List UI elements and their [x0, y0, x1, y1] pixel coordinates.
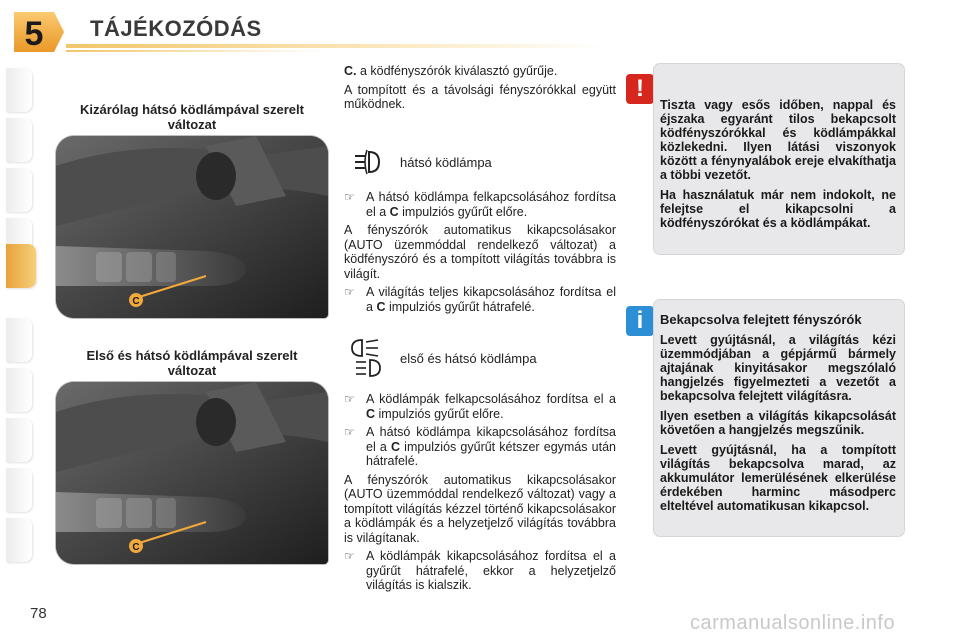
front-rear-fog-instructions: [344, 392, 616, 593]
warning-icon: !: [626, 74, 654, 104]
page-title: TÁJÉKOZÓDÁS: [90, 16, 262, 41]
info-paragraph: Ilyen esetben a világítás kikapcsolását követően a hangjelzés megszűnik.: [660, 409, 896, 437]
instruction-item: ☞ A világítás teljes kikapcsolásához fordítsa el a C impulziós gyűrűt hátrafelé.: [344, 285, 616, 314]
front-rear-fog-icon-row: [344, 338, 537, 378]
chapter-tab-active[interactable]: [6, 244, 36, 288]
chapter-tab[interactable]: [6, 68, 32, 112]
intro-label: C.: [344, 64, 357, 78]
chapter-tab[interactable]: [6, 518, 32, 562]
pointer-icon: ☞: [344, 392, 355, 406]
warning-box: [654, 64, 904, 254]
watermark: carmanualsonline.info: [690, 612, 896, 634]
rear-fog-icon-row: [344, 142, 492, 182]
header-divider: [66, 44, 606, 48]
info-icon: i: [626, 306, 654, 336]
chapter-number: 5: [24, 15, 44, 53]
chapter-badge: [10, 8, 66, 56]
photo-rear-fog-stalk: [56, 136, 328, 318]
instruction-item: ☞ A hátsó ködlámpa felkapcsolásához fordítsa el a C impulziós gyűrűt előre.: [344, 190, 616, 219]
intro-line: [344, 64, 616, 79]
pointer-icon: ☞: [344, 190, 355, 204]
caption-rear-fog-version: Kizárólag hátsó ködlámpával szerelt változat: [80, 102, 304, 132]
warning-paragraph: Ha használatuk már nem indokolt, ne felejtse el kikapcsolni a ködfényszórókat és a ködlámpákat.: [660, 188, 896, 230]
warning-paragraph: Tiszta vagy esős időben, nappal és éjszaka egyaránt tilos bekapcsolt ködfényszórókkal és ködlámpákkal közlekedni. Ilyen látási viszonyok között a fénynyalábok ereje elvakíthatja a többi vezetőt.: [660, 98, 896, 182]
pointer-icon: ☞: [344, 285, 355, 299]
front-rear-fog-lamp-icon: [344, 338, 392, 378]
caption-front-rear-fog-version: Első és hátsó ködlámpával szerelt változat: [86, 348, 298, 378]
chapter-tab[interactable]: [6, 318, 32, 362]
page-header: [0, 0, 960, 62]
marker-c: C: [132, 296, 140, 307]
chapter-tab-strip: [0, 62, 44, 582]
front-rear-fog-label: első és hátsó ködlámpa: [400, 350, 537, 366]
chapter-tab[interactable]: [6, 168, 32, 212]
rear-fog-auto-paragraph: A fényszórók automatikus kikapcsolásakor (AUTO üzemmóddal rendelkező változat) a ködfényszóró és a tompított világítás továbbra is világít.: [344, 223, 616, 281]
instruction-item: ☞ A ködlámpák felkapcsolásához fordítsa el a C impulziós gyűrűt előre.: [344, 392, 616, 421]
intro-text: a ködfényszórók kiválasztó gyűrűje.: [356, 64, 558, 78]
pointer-icon: ☞: [344, 425, 355, 439]
rear-fog-instructions: [344, 190, 616, 314]
info-box: [654, 300, 904, 536]
chapter-tab[interactable]: [6, 118, 32, 162]
rear-fog-lamp-icon: [344, 142, 392, 182]
page-number: 78: [30, 605, 47, 622]
rear-fog-label: hátsó ködlámpa: [400, 154, 492, 170]
instruction-item: ☞ A ködlámpák kikapcsolásához fordítsa el a gyűrűt hátrafelé, ekkor a helyzetjelző világítás is kialszik.: [344, 549, 616, 592]
photo-front-rear-fog-stalk: [56, 382, 328, 564]
info-title: Bekapcsolva felejtett fényszórók: [660, 312, 862, 327]
header-divider-secondary: [66, 50, 326, 52]
info-paragraph: Levett gyújtásnál, a világítás kézi üzemmódjában a gépjármű bármely ajtajának kinyitásakor megszólaló hangjelzés figyelmezteti a vezetőt a bekapcsolva felejtett világításra.: [660, 333, 896, 403]
instruction-item: ☞ A hátsó ködlámpa kikapcsolásához fordítsa el a C impulziós gyűrűt kétszer egymás után hátrafelé.: [344, 425, 616, 468]
chapter-tab[interactable]: [6, 468, 32, 512]
intro-block: [344, 64, 616, 116]
intro-paragraph: A tompított és a távolsági fényszórókkal együtt működnek.: [344, 82, 616, 111]
info-paragraph: Levett gyújtásnál, ha a tompított világítás bekapcsolva marad, az akkumulátor lemerülésének elkerülése érdekében harminc másodperc elteltével automatikusan kikapcsol.: [660, 443, 896, 513]
pointer-icon: ☞: [344, 549, 355, 563]
chapter-tab[interactable]: [6, 368, 32, 412]
front-rear-fog-auto-paragraph: A fényszórók automatikus kikapcsolásakor (AUTO üzemmóddal rendelkező változat) vagy a tompított világítás kézzel történő kikapcsolásakor a ködlámpák és a helyzetjelző világítás továbbra is világítanak.: [344, 472, 616, 545]
marker-c: C: [132, 542, 140, 553]
chapter-tab[interactable]: [6, 418, 32, 462]
